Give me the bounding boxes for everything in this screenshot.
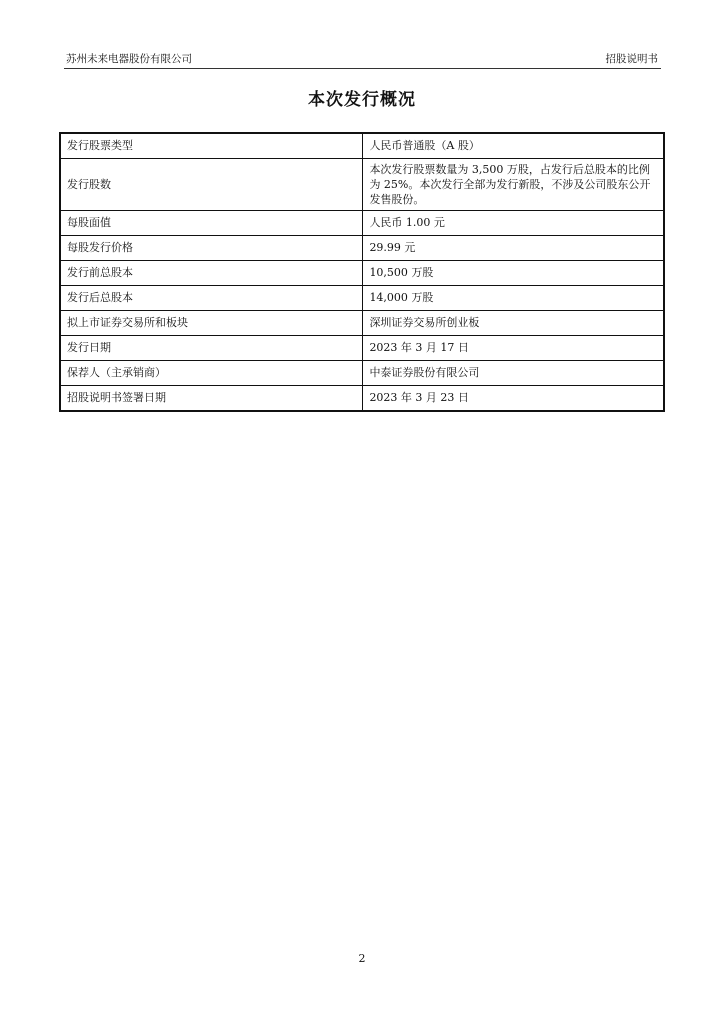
row-value: 深圳证券交易所创业板: [363, 311, 664, 336]
row-value: 14,000 万股: [363, 286, 664, 311]
issuance-overview-table: [59, 132, 665, 412]
row-label: 发行股票类型: [60, 133, 363, 159]
row-label: 发行日期: [60, 336, 363, 361]
row-label: 每股发行价格: [60, 236, 363, 261]
table-row: [60, 361, 664, 386]
page-header: [64, 50, 661, 69]
row-value: 10,500 万股: [363, 261, 664, 286]
row-value: 2023 年 3 月 17 日: [363, 336, 664, 361]
table-row: [60, 159, 664, 211]
row-value: 29.99 元: [363, 236, 664, 261]
row-label: 每股面值: [60, 211, 363, 236]
table-row: [60, 336, 664, 361]
row-label: 发行后总股本: [60, 286, 363, 311]
header-document-type: 招股说明书: [605, 53, 658, 65]
table-row: [60, 236, 664, 261]
row-value: 2023 年 3 月 23 日: [363, 386, 664, 412]
table-row: [60, 261, 664, 286]
row-label: 招股说明书签署日期: [60, 386, 363, 412]
page-number: 2: [358, 952, 366, 965]
row-label: 拟上市证券交易所和板块: [60, 311, 363, 336]
row-value: 人民币普通股（A 股）: [363, 133, 664, 159]
row-label: 发行前总股本: [60, 261, 363, 286]
page-title: 本次发行概况: [308, 90, 416, 110]
table-row: [60, 311, 664, 336]
table-row: [60, 211, 664, 236]
table-row: [60, 133, 664, 159]
header-company-name: 苏州未来电器股份有限公司: [66, 53, 192, 65]
row-value: 人民币 1.00 元: [363, 211, 664, 236]
row-label: 发行股数: [60, 159, 363, 211]
table-row: [60, 286, 664, 311]
row-label: 保荐人（主承销商）: [60, 361, 363, 386]
row-value: 中泰证券股份有限公司: [363, 361, 664, 386]
row-value: 本次发行股票数量为 3,500 万股，占发行后总股本的比例为 25%。本次发行全部为发行新股，不涉及公司股东公开发售股份。: [363, 159, 664, 211]
table-row: [60, 386, 664, 412]
